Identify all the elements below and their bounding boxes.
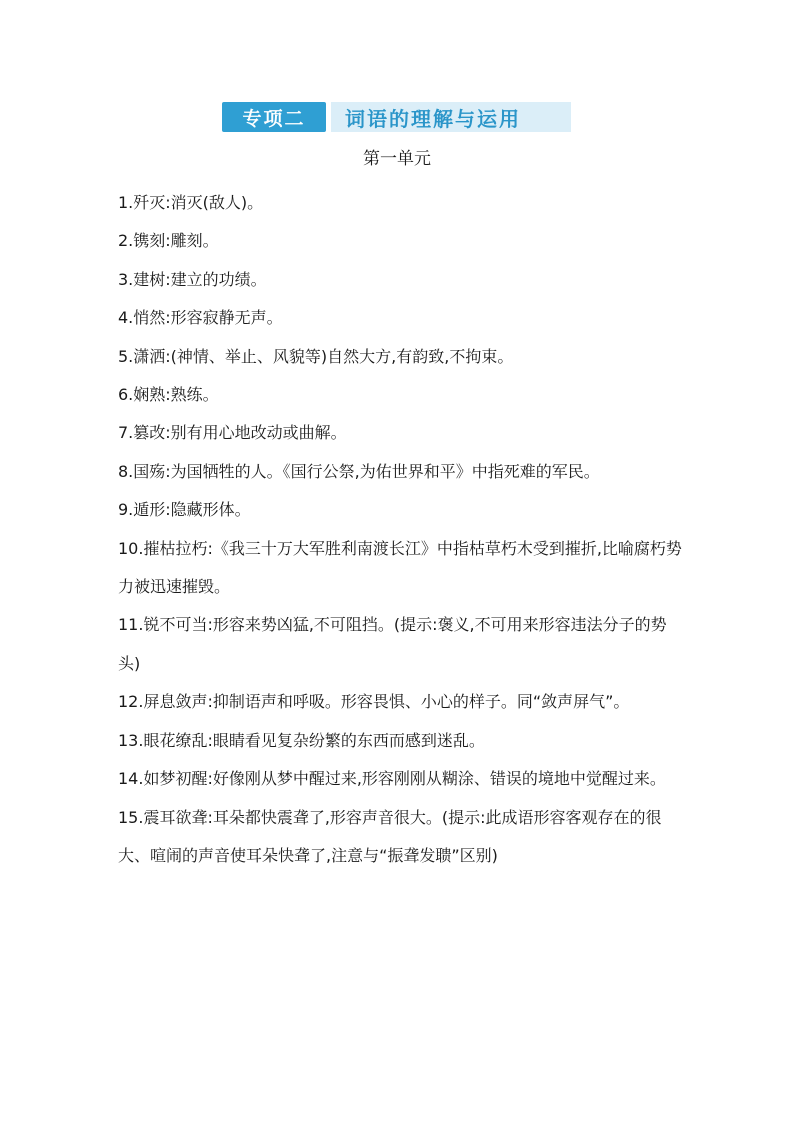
section-title: 词语的理解与运用 xyxy=(331,102,571,132)
vocabulary-entry: 9.遁形:隐藏形体。 xyxy=(118,500,251,520)
vocabulary-entry: 14.如梦初醒:好像刚从梦中醒过来,形容刚刚从糊涂、错误的境地中觉醒过来。 xyxy=(118,769,666,789)
vocabulary-list xyxy=(118,184,684,875)
unit-heading: 第一单元 xyxy=(363,149,431,169)
vocabulary-entry: 13.眼花缭乱:眼睛看见复杂纷繁的东西而感到迷乱。 xyxy=(118,730,485,750)
vocabulary-entry: 6.娴熟:熟练。 xyxy=(118,385,219,405)
vocabulary-entry: 11.锐不可当:形容来势凶猛,不可阻挡。(提示:褒义,不可用来形容违法分子的势头) xyxy=(118,615,667,673)
section-title-banner xyxy=(222,102,571,132)
vocabulary-entry: 5.潇洒:(神情、举止、风貌等)自然大方,有韵致,不拘束。 xyxy=(118,346,514,366)
section-badge: 专项二 xyxy=(222,102,326,132)
vocabulary-entry: 7.篡改:别有用心地改动或曲解。 xyxy=(118,423,347,443)
vocabulary-entry: 10.摧枯拉朽:《我三十万大军胜利南渡长江》中指枯草朽木受到摧折,比喻腐朽势力被迅速摧毁。 xyxy=(118,538,682,597)
vocabulary-entry: 3.建树:建立的功绩。 xyxy=(118,269,267,289)
vocabulary-entry: 1.歼灭:消灭(敌人)。 xyxy=(118,193,264,212)
vocabulary-entry: 8.国殇:为国牺牲的人。《国行公祭,为佑世界和平》中指死难的军民。 xyxy=(118,461,600,481)
vocabulary-entry: 4.悄然:形容寂静无声。 xyxy=(118,308,283,328)
vocabulary-entry: 15.震耳欲聋:耳朵都快震聋了,形容声音很大。(提示:此成语形容客观存在的很大、喧闹的声音使耳朵快聋了,注意与“振聋发聩”区别) xyxy=(118,807,662,865)
vocabulary-entry: 12.屏息敛声:抑制语声和呼吸。形容畏惧、小心的样子。同“敛声屏气”。 xyxy=(118,692,630,712)
vocabulary-entry: 2.镌刻:雕刻。 xyxy=(118,231,219,251)
